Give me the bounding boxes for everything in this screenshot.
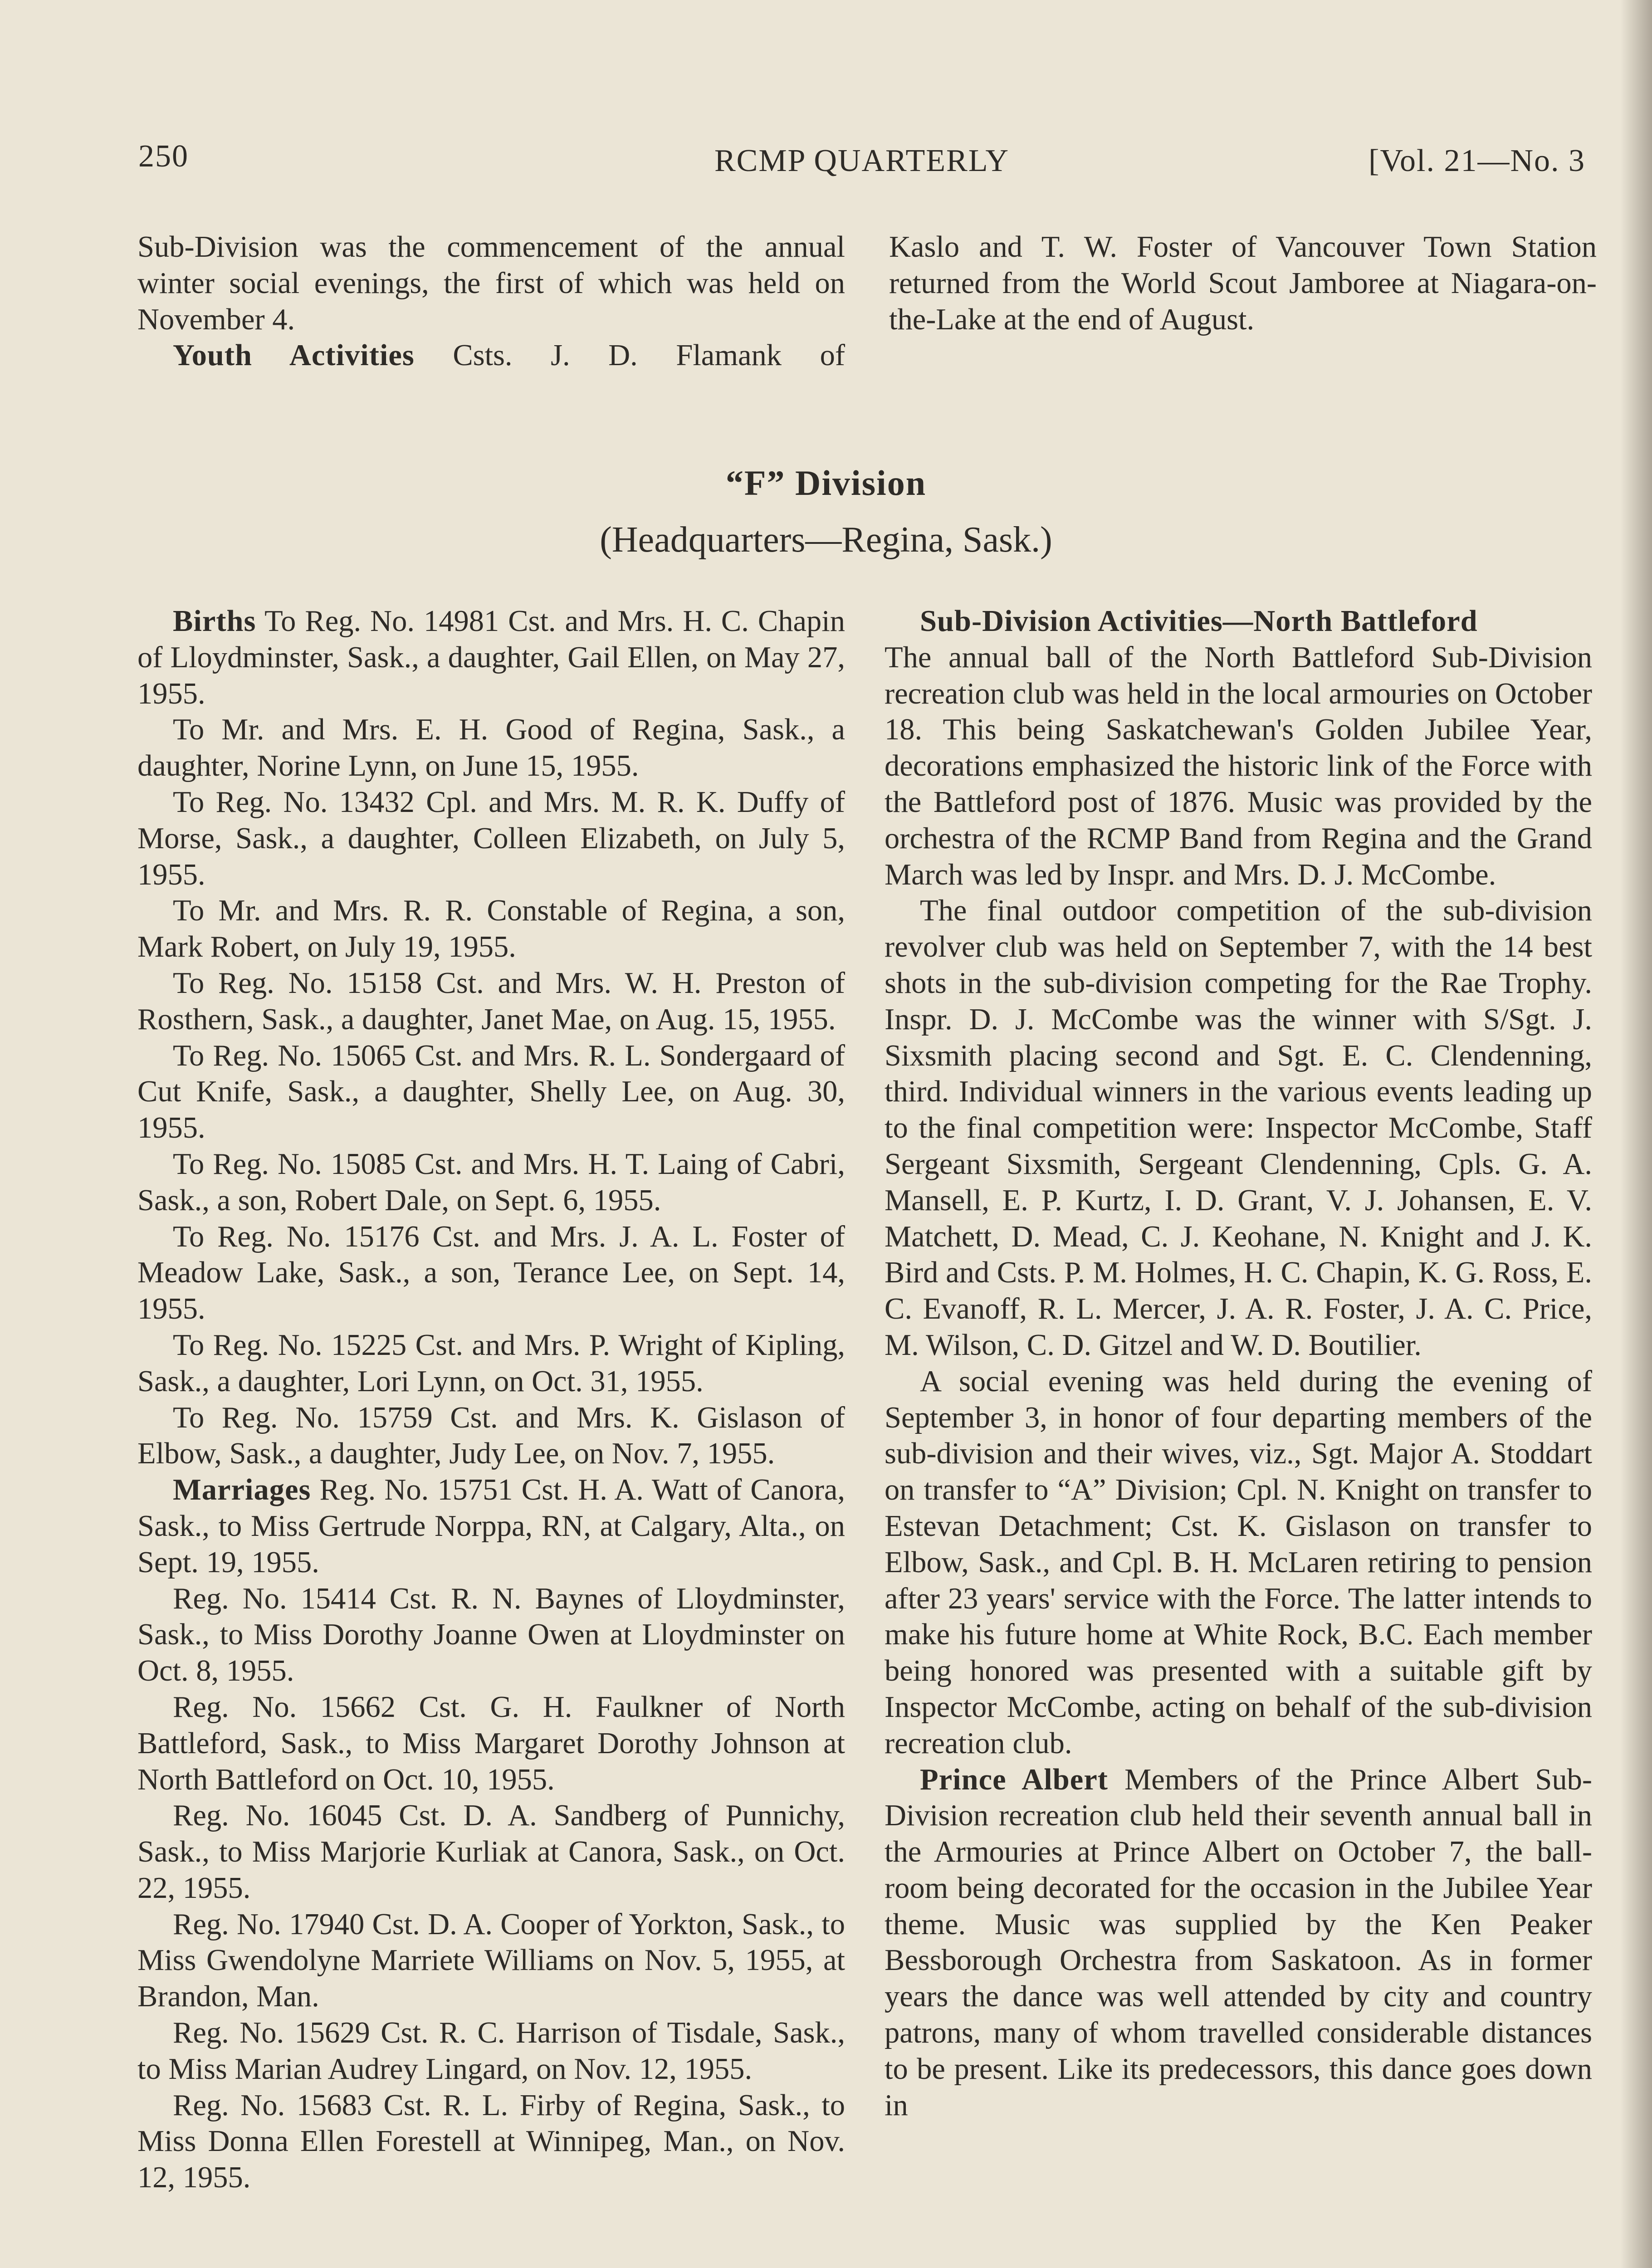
marriage-entry: Reg. No. 15662 Cst. G. H. Faulkner of North Battleford, Sask., to Miss Margaret Dorothy Johnson at North Battleford on Oct. 10, 1955. xyxy=(137,1690,845,1796)
page-number: 250 xyxy=(138,139,189,174)
section-lead: Prince Albert xyxy=(920,1763,1108,1796)
sub-division-heading xyxy=(885,603,1592,640)
marriage-entry: Reg. No. 17940 Cst. D. A. Cooper of Yorkton, Sask., to Miss Gwendolyne Marriete Williams on Nov. 5, 1955, at Brandon, Man. xyxy=(137,1907,845,2014)
main-right-column xyxy=(885,603,1592,2123)
paragraph-text: Reg. No. 15751 Cst. H. A. Watt of Canora, Sask., to Miss Gertrude Norppa, RN, at Calgary, Alta., on Sept. 19, 1955. xyxy=(137,1473,845,1579)
sub-division-paragraph: The annual ball of the North Battleford Sub-Division recreation club was held in the local armouries on October 18. This being Saskatchewan's Golden Jubilee Year, decorations emphasized the historic link of the Force with the Battleford post of 1876. Music was provided by the orchestra of the RCMP Band from Regina and the Grand March was led by Inspr. and Mrs. D. J. McCombe. xyxy=(885,640,1592,891)
youth-activities-paragraph xyxy=(137,337,845,374)
youth-activities-continued: Kaslo and T. W. Foster of Vancouver Town Station returned from the World Scout Jamboree at Niagara-on-the-Lake at the end of August. xyxy=(889,230,1597,336)
section-lead: Births xyxy=(173,605,256,638)
birth-entry: To Reg. No. 15759 Cst. and Mrs. K. Gislason of Elbow, Sask., a daughter, Judy Lee, on Nov. 7, 1955. xyxy=(137,1401,845,1471)
marriage-entry: Reg. No. 16045 Cst. D. A. Sandberg of Punnichy, Sask., to Miss Marjorie Kurliak at Canora, Sask., on Oct. 22, 1955. xyxy=(137,1799,845,1905)
marriage-entry: Reg. No. 15683 Cst. R. L. Firby of Regina, Sask., to Miss Donna Ellen Forestell at Winnipeg, Man., on Nov. 12, 1955. xyxy=(137,2088,845,2195)
birth-entry: To Reg. No. 15158 Cst. and Mrs. W. H. Preston of Rosthern, Sask., a daughter, Janet Mae, on Aug. 15, 1955. xyxy=(137,966,845,1036)
paragraph-text: To Reg. No. 14981 Cst. and Mrs. H. C. Chapin of Lloydminster, Sask., a daughter, Gail Ellen, on May 27, 1955. xyxy=(137,605,845,710)
division-subtitle: (Headquarters—Regina, Sask.) xyxy=(600,520,1052,560)
prince-albert-paragraph xyxy=(885,1762,1592,2124)
birth-entry: To Reg. No. 15225 Cst. and Mrs. P. Wright of Kipling, Sask., a daughter, Lori Lynn, on Oct. 31, 1955. xyxy=(137,1328,845,1398)
paragraph-text: Members of the Prince Albert Sub-Division recreation club held their seventh annual ball in the Armouries at Prince Albert on October 7, the ball-room being decorated for the occasion in the Jubilee Year theme. Music was supplied by the Ken Peaker Bessborough Orchestra from Saskatoon. As in former years the dance was well attended by city and country patrons, many of whom travelled considerable distances to be present. Like its predecessors, this dance goes down in xyxy=(885,1763,1593,2122)
birth-entry: To Mr. and Mrs. E. H. Good of Regina, Sask., a daughter, Norine Lynn, on June 15, 1955. xyxy=(137,713,845,783)
top-right-column xyxy=(889,229,1597,337)
births-paragraph xyxy=(137,603,845,712)
division-title: “F” Division xyxy=(725,463,927,503)
revolver-club-paragraph: The final outdoor competition of the sub-division revolver club was held on September 7, with the 14 best shots in the sub-division competing for the Rae Trophy. Inspr. D. J. McCombe was the winner with S/Sgt. J. Sixsmith placing second and Sgt. E. C. Clendenning, third. Individual winners in the various events leading up to the final competition were: Inspector McCombe, Staff Sergeant Sixsmith, Sergeant Clendenning, Cpls. G. A. Mansell, E. P. Kurtz, I. D. Grant, V. J. Johansen, E. V. Matchett, D. Mead, C. J. Keohane, N. Knight and J. K. Bird and Csts. P. M. Holmes, H. C. Chapin, K. G. Ross, E. C. Evanoff, R. L. Mercer, J. A. R. Foster, J. A. C. Price, M. Wilson, C. D. Gitzel and W. D. Boutilier. xyxy=(885,894,1592,1362)
page-edge-shadow xyxy=(1620,0,1652,2268)
birth-entry: To Reg. No. 15065 Cst. and Mrs. R. L. Sondergaard of Cut Knife, Sask., a daughter, Shelly Lee, on Aug. 30, 1955. xyxy=(137,1039,845,1145)
running-header xyxy=(138,138,1585,179)
birth-entry: To Reg. No. 15176 Cst. and Mrs. J. A. L. Foster of Meadow Lake, Sask., a son, Terance Lee, on Sept. 14, 1955. xyxy=(137,1220,845,1326)
birth-entry: To Reg. No. 15085 Cst. and Mrs. H. T. Laing of Cabri, Sask., a son, Robert Dale, on Sept. 6, 1955. xyxy=(137,1147,845,1217)
continued-paragraph: Sub-Division was the commencement of the annual winter social evenings, the first of which was held on November 4. xyxy=(137,230,845,336)
birth-entry: To Mr. and Mrs. R. R. Constable of Regina, a son, Mark Robert, on July 19, 1955. xyxy=(137,894,845,964)
section-lead: Marriages xyxy=(173,1473,311,1507)
section-lead: Youth Activities xyxy=(173,339,415,372)
birth-entry: To Reg. No. 13432 Cpl. and Mrs. M. R. K. Duffy of Morse, Sask., a daughter, Colleen Elizabeth, on July 5, 1955. xyxy=(137,785,845,891)
volume-label: [Vol. 21—No. 3 xyxy=(1369,143,1585,178)
social-evening-paragraph: A social evening was held during the evening of September 3, in honor of four departing members of the sub-division and their wives, viz., Sgt. Major A. Stoddart on transfer to “A” Division; Cpl. N. Knight on transfer to Estevan Detachment; Cst. K. Gislason on transfer to Elbow, Sask., and Cpl. B. H. McLaren retiring to pension after 23 years' service with the Force. The latter intends to make his future home at White Rock, B.C. Each member being honored was presented with a suitable gift by Inspector McCombe, acting on behalf of the sub-division recreation club. xyxy=(885,1364,1592,1760)
marriages-paragraph xyxy=(137,1472,845,1580)
main-left-column xyxy=(137,603,845,2196)
top-left-column xyxy=(137,229,845,374)
marriage-entry: Reg. No. 15414 Cst. R. N. Baynes of Lloydminster, Sask., to Miss Dorothy Joanne Owen at Lloydminster on Oct. 8, 1955. xyxy=(137,1582,845,1688)
paragraph-text: Csts. J. D. Flamank of xyxy=(414,339,845,372)
journal-title: RCMP QUARTERLY xyxy=(714,143,1010,178)
section-lead: Sub-Division Activities—North Battleford xyxy=(920,605,1478,638)
marriage-entry: Reg. No. 15629 Cst. R. C. Harrison of Tisdale, Sask., to Miss Marian Audrey Lingard, on Nov. 12, 1955. xyxy=(137,2016,845,2086)
